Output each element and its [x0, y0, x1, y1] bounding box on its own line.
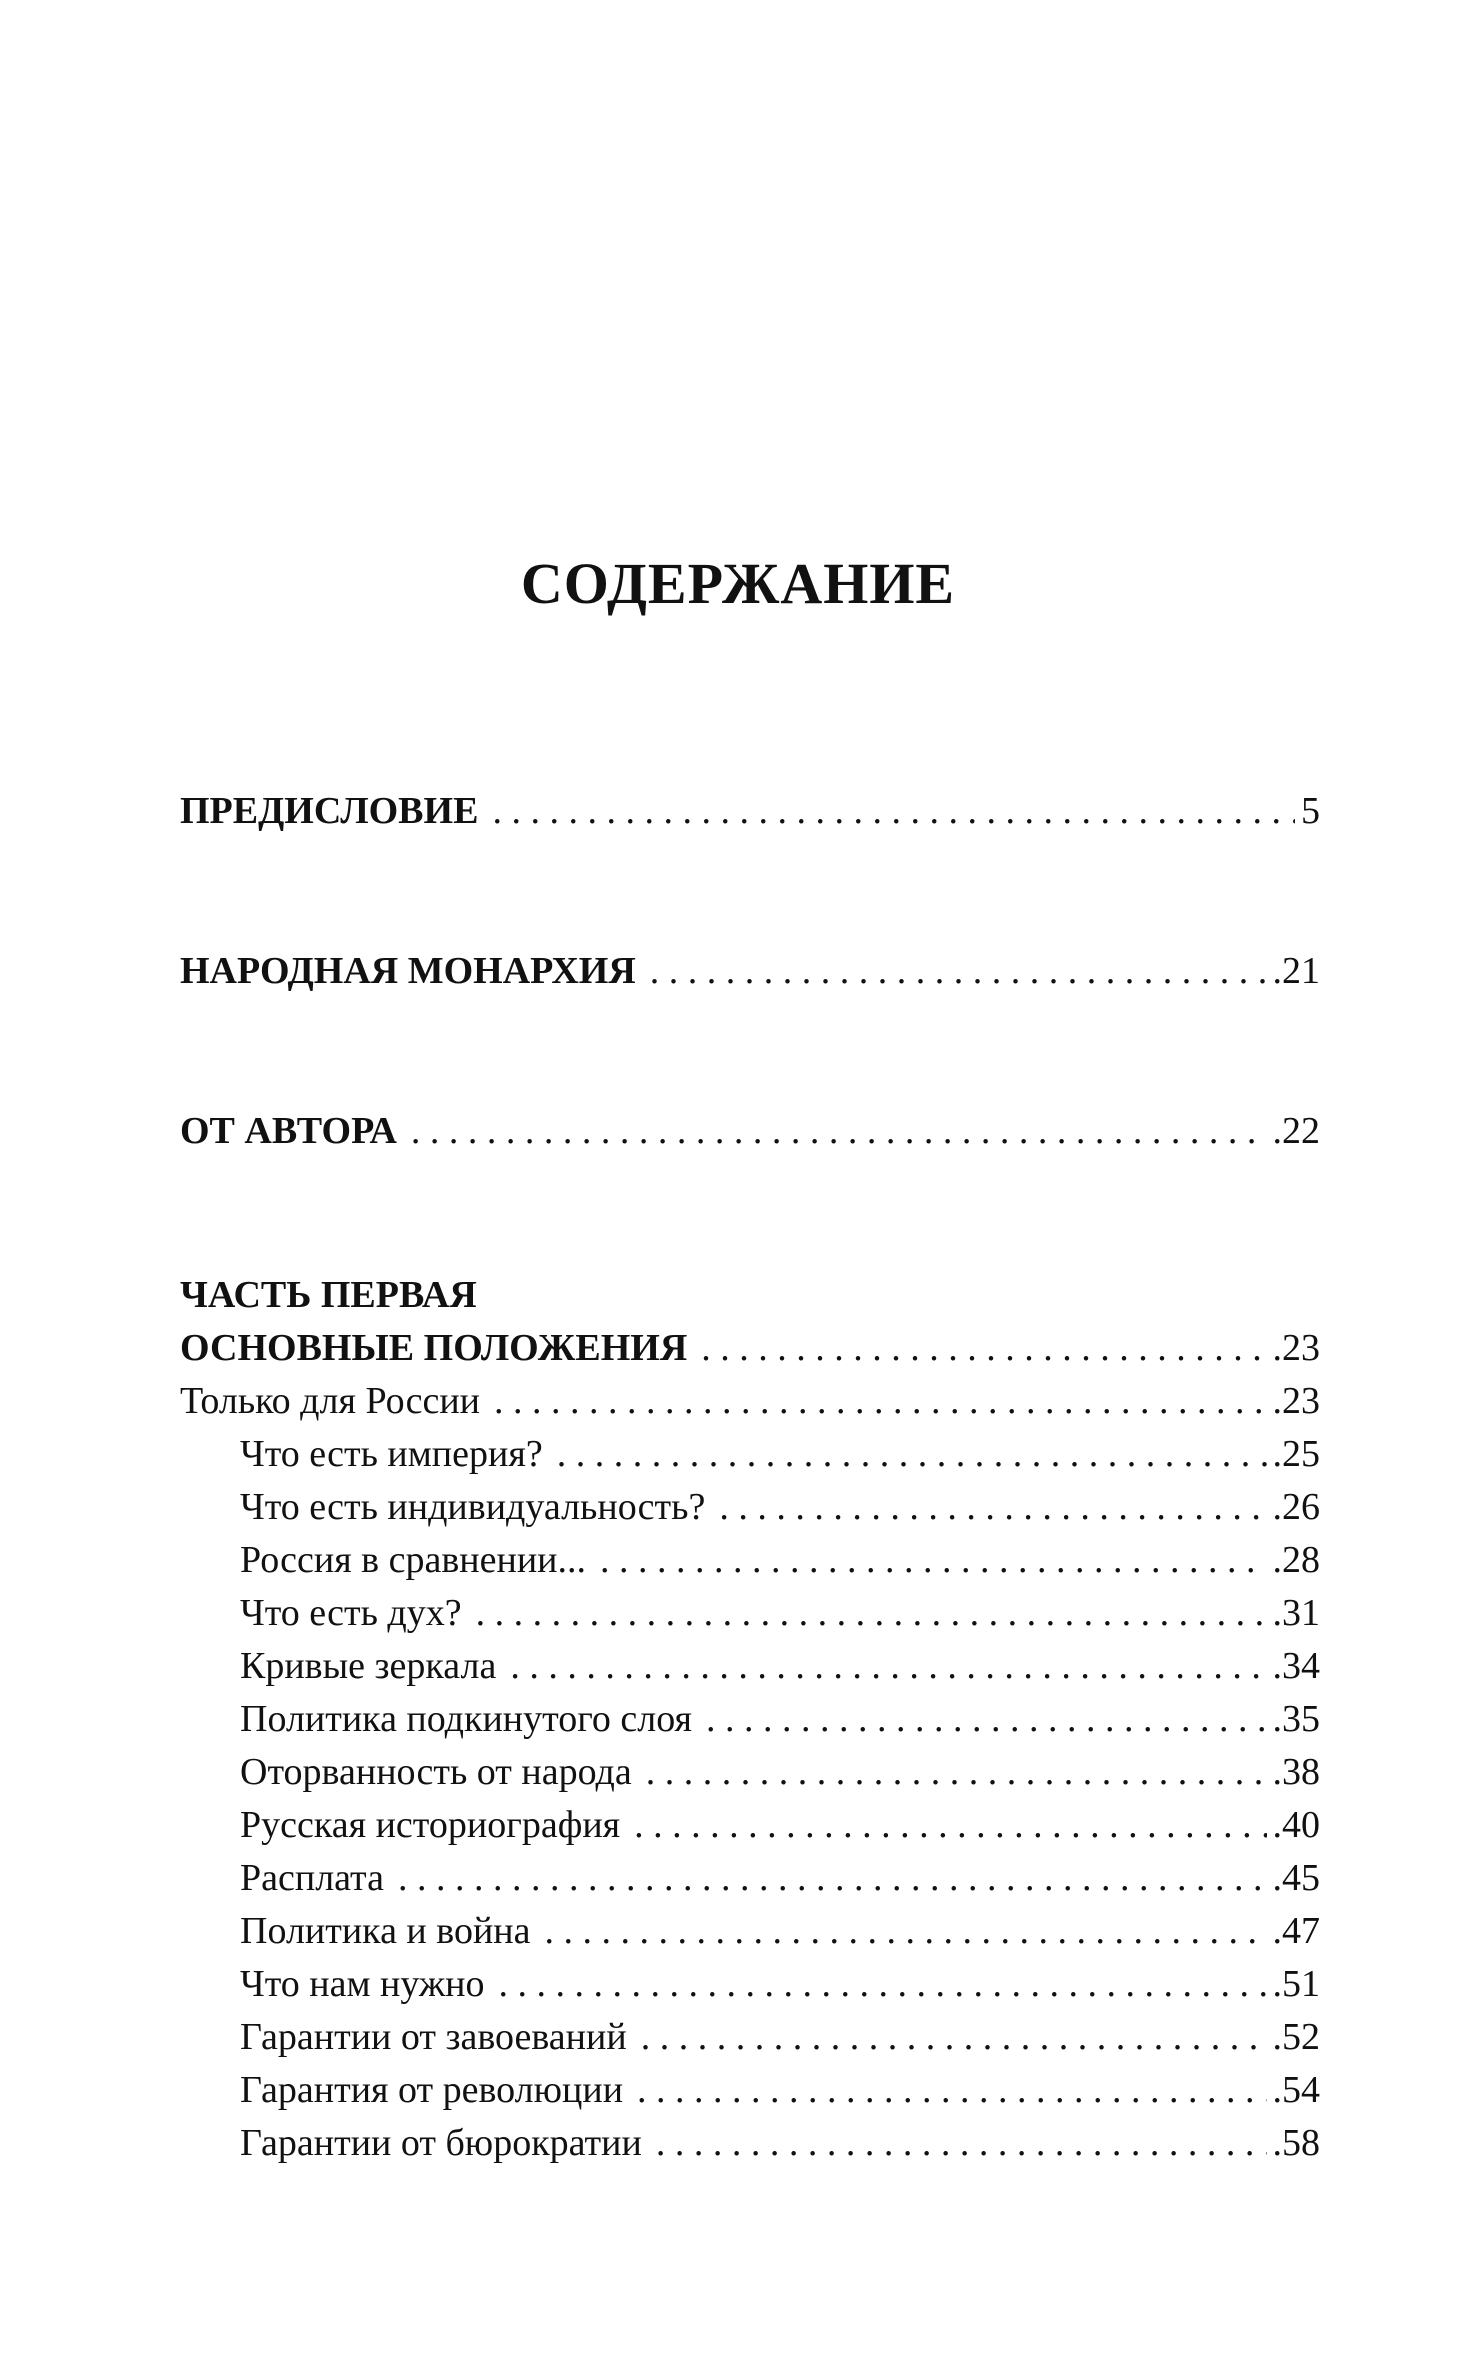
toc-entry-preface[interactable]	[180, 788, 1320, 834]
dot-leader	[706, 1696, 1267, 1742]
toc-entry-label: Что нам нужно	[240, 1963, 485, 2005]
part-heading: ЧАСТЬ ПЕРВАЯ	[180, 1274, 477, 1316]
toc-entry-page: .22	[1272, 1110, 1320, 1152]
dot-leader	[650, 948, 1267, 994]
toc-entry-page: 5	[1301, 790, 1320, 832]
toc-entry-from-author[interactable]	[180, 1108, 1320, 1154]
dot-leader	[498, 1961, 1266, 2007]
toc-entry-page: .52	[1272, 2016, 1320, 2058]
toc-entry-label: Что есть индивидуальность?	[240, 1486, 706, 1528]
toc-entry-label: ПРЕДИСЛОВИЕ	[180, 790, 479, 832]
toc-entry-page: .38	[1272, 1751, 1320, 1793]
toc-entry-page: .23	[1272, 1380, 1320, 1422]
toc-entry-part-one[interactable]	[180, 1325, 1320, 1371]
toc-entry-section[interactable]	[240, 1431, 1320, 1477]
dot-leader	[641, 2014, 1267, 2060]
dot-leader	[494, 1378, 1267, 1424]
toc-entry-label: Расплата	[240, 1857, 384, 1899]
toc-entry-page: .28	[1272, 1539, 1320, 1581]
toc-entry-page: .54	[1272, 2069, 1320, 2111]
dot-leader	[600, 1537, 1266, 1583]
toc-entry-section[interactable]	[240, 1908, 1320, 1954]
dot-leader	[637, 2067, 1266, 2113]
toc-entry-section[interactable]	[240, 1749, 1320, 1795]
toc-entry-section[interactable]	[240, 1696, 1320, 1742]
toc-entry-section[interactable]	[240, 1484, 1320, 1530]
toc-entry-page: .58	[1272, 2122, 1320, 2164]
toc-entry-page: .45	[1272, 1857, 1320, 1899]
toc-entry-label: Политика подкинутого слоя	[240, 1698, 692, 1740]
toc-entry-page: .23	[1272, 1327, 1320, 1369]
toc-entry-page: .35	[1272, 1698, 1320, 1740]
toc-entry-page: .26	[1272, 1486, 1320, 1528]
toc-entry-section[interactable]	[240, 2120, 1320, 2166]
toc-entry-label: ОТ АВТОРА	[180, 1110, 397, 1152]
dot-leader	[701, 1325, 1266, 1371]
toc-entry-section[interactable]	[240, 1855, 1320, 1901]
toc-entry-section[interactable]	[240, 1802, 1320, 1848]
toc-entry-label: Россия в сравнении...	[240, 1539, 587, 1581]
dot-leader	[545, 1908, 1267, 1954]
toc-entry-page: .31	[1272, 1592, 1320, 1634]
toc-entry-page: .25	[1272, 1433, 1320, 1475]
toc-entry-page: .34	[1272, 1645, 1320, 1687]
toc-entry-section[interactable]	[240, 1643, 1320, 1689]
toc-entry-label: Кривые зеркала	[240, 1645, 497, 1687]
dot-leader	[719, 1484, 1266, 1530]
dot-leader	[557, 1431, 1267, 1477]
toc-entry-label: Гарантия от революции	[240, 2069, 624, 2111]
toc-entry-label: Гарантии от бюрократии	[240, 2122, 642, 2164]
dot-leader	[398, 1855, 1267, 1901]
toc-entry-label: Политика и война	[240, 1910, 531, 1952]
toc-entry-label: Только для России	[180, 1380, 480, 1422]
toc-entry-page: .51	[1272, 1963, 1320, 2005]
dot-leader	[656, 2120, 1267, 2166]
toc-entry-page: .47	[1272, 1910, 1320, 1952]
toc-entry-section[interactable]	[240, 1961, 1320, 2007]
toc-entry-peoples-monarchy[interactable]	[180, 948, 1320, 994]
dot-leader	[411, 1108, 1267, 1154]
dot-leader	[646, 1749, 1267, 1795]
toc-entry-label: Русская историография	[240, 1804, 621, 1846]
toc-entry-page: .40	[1272, 1804, 1320, 1846]
toc-entry-label: НАРОДНАЯ МОНАРХИЯ	[180, 950, 636, 992]
dot-leader	[492, 788, 1295, 834]
toc-entry-page: .21	[1272, 950, 1320, 992]
dot-leader	[634, 1802, 1266, 1848]
toc-entry-section[interactable]	[240, 2067, 1320, 2113]
toc-entry-section[interactable]	[240, 1537, 1320, 1583]
dot-leader	[476, 1590, 1267, 1636]
toc-entry-label: Гарантии от завоеваний	[240, 2016, 627, 2058]
toc-entry-chapter[interactable]	[180, 1378, 1320, 1424]
toc-entry-section[interactable]	[240, 2014, 1320, 2060]
toc-entry-label: Что есть дух?	[240, 1592, 462, 1634]
toc-entry-label: ОСНОВНЫЕ ПОЛОЖЕНИЯ	[180, 1327, 688, 1369]
toc-entry-label: Что есть империя?	[240, 1433, 543, 1475]
dot-leader	[510, 1643, 1266, 1689]
toc-entry-label: Оторванность от народа	[240, 1751, 632, 1793]
page-title: СОДЕРЖАНИЕ	[520, 551, 956, 616]
toc-entry-section[interactable]	[240, 1590, 1320, 1636]
